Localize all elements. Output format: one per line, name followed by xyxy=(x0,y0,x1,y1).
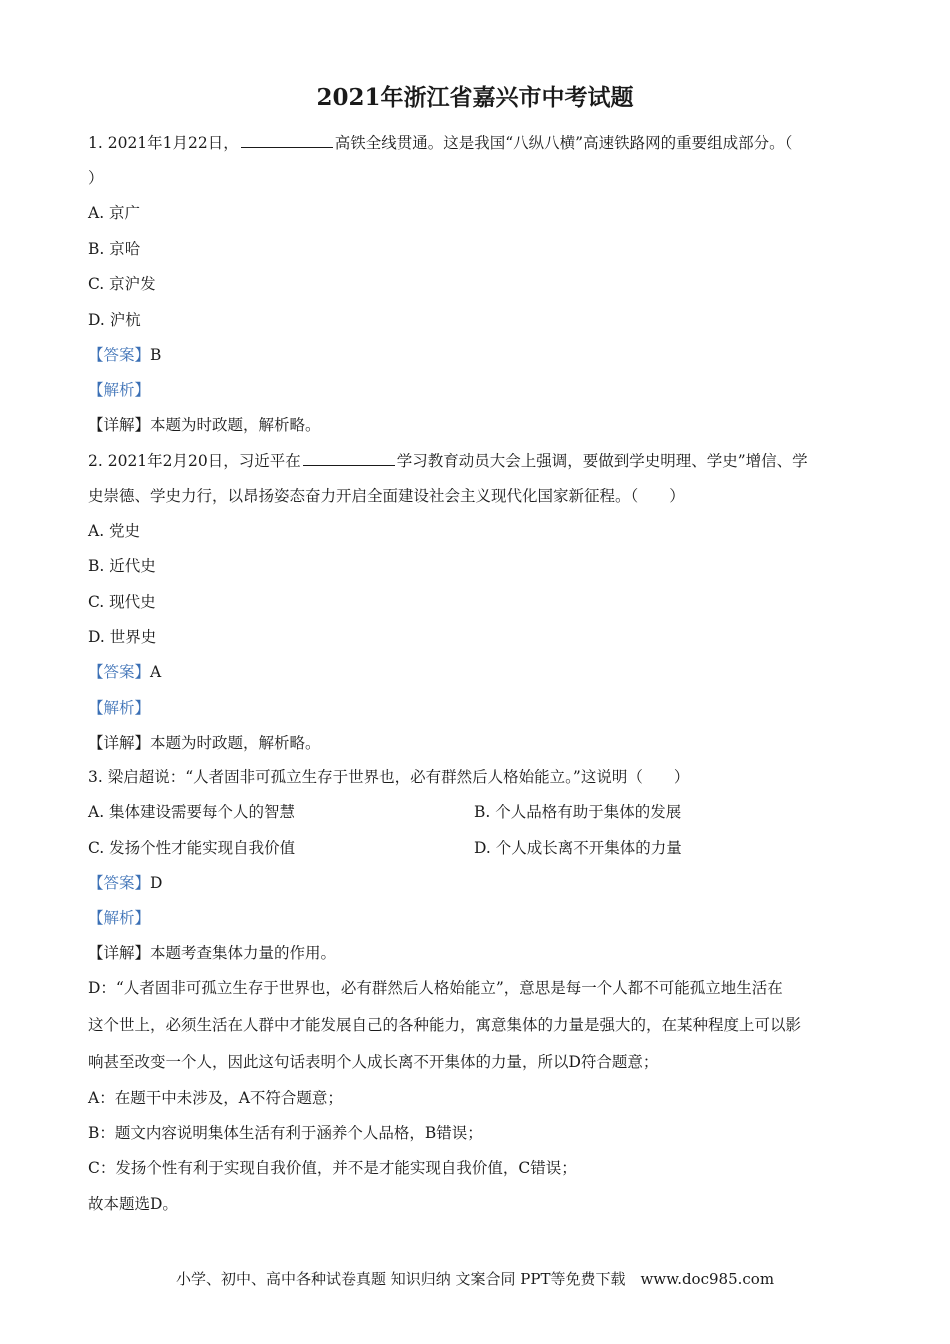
q3-explain-line-1: D：“人者固非可孤立生存于世界也，必有群然后人格始能立”，意思是每一个人都不可能孤立地生活在 xyxy=(88,979,783,997)
q3-option-a: A. 集体建设需要每个人的智慧 xyxy=(88,803,296,821)
q2-answer xyxy=(88,660,161,684)
q2-option-d: D. 世界史 xyxy=(88,628,157,646)
page-title: 2021年浙江省嘉兴市中考试题 xyxy=(316,84,634,111)
question-2-stem xyxy=(88,448,808,473)
q3-answer-tag: 【答案】 xyxy=(88,874,151,892)
q2-suffix: 学习教育动员大会上强调，要做到学史明理、学史”增信、学 xyxy=(396,452,808,470)
q2-stem-line2: 史崇德、学史力行，以昂扬姿态奋力开启全面建设社会主义现代化国家新征程。（ ） xyxy=(88,487,685,505)
q1-answer xyxy=(88,343,161,367)
q2-answer-value: A xyxy=(150,663,162,681)
q1-option-b: B. 京哈 xyxy=(88,240,141,258)
q2-option-b: B. 近代史 xyxy=(88,557,156,575)
q2-blank xyxy=(303,448,395,466)
q2-option-c: C. 现代史 xyxy=(88,593,156,611)
q1-option-d: D. 沪杭 xyxy=(88,311,141,329)
q3-detail: 【详解】本题考查集体力量的作用。 xyxy=(88,944,337,962)
q3-explain-line-4: A：在题干中未涉及，A不符合题意； xyxy=(88,1089,343,1107)
q3-explain-line-6: C：发扬个性有利于实现自我价值，并不是才能实现自我价值，C错误； xyxy=(88,1159,577,1177)
q1-option-c: C. 京沪发 xyxy=(88,275,156,293)
q3-explain-line-5: B：题文内容说明集体生活有利于涵养个人品格，B错误； xyxy=(88,1124,483,1142)
q3-answer xyxy=(88,871,162,895)
q2-analysis-tag: 【解析】 xyxy=(88,699,151,717)
q3-option-d: D. 个人成长离不开集体的力量 xyxy=(474,839,682,857)
q3-option-b: B. 个人品格有助于集体的发展 xyxy=(474,803,682,821)
q3-analysis-tag: 【解析】 xyxy=(88,909,151,927)
q3-explain-line-7: 故本题选D。 xyxy=(88,1195,178,1213)
q2-detail: 【详解】本题为时政题，解析略。 xyxy=(88,734,321,752)
q3-explain-line-2: 这个世上，必须生活在人群中才能发展自己的各种能力，寓意集体的力量是强大的，在某种程度上可以影 xyxy=(88,1016,802,1034)
q3-option-c: C. 发扬个性才能实现自我价值 xyxy=(88,839,296,857)
question-1-stem xyxy=(88,130,792,155)
q2-option-a: A. 党史 xyxy=(88,522,141,540)
q1-answer-value: B xyxy=(150,346,162,364)
q3-answer-value: D xyxy=(150,874,163,892)
q1-option-a: A. 京广 xyxy=(88,204,141,222)
q1-analysis-tag: 【解析】 xyxy=(88,381,151,399)
q1-close-paren: ） xyxy=(88,169,104,187)
page-footer: 小学、初中、高中各种试卷真题 知识归纳 文案合同 PPT等免费下载 www.doc985.com xyxy=(175,1270,775,1288)
q3-explain-line-3: 响甚至改变一个人，因此这句话表明个人成长离不开集体的力量，所以D符合题意； xyxy=(88,1053,659,1071)
q1-answer-tag: 【答案】 xyxy=(88,346,151,364)
question-3-stem: 3. 梁启超说：“人者固非可孤立生存于世界也，必有群然后人格始能立。”这说明（ ） xyxy=(88,768,690,786)
q1-prefix: 1. 2021年1月22日， xyxy=(88,134,239,152)
q1-detail: 【详解】本题为时政题，解析略。 xyxy=(88,416,321,434)
q2-prefix: 2. 2021年2月20日，习近平在 xyxy=(88,452,301,470)
q1-suffix: 高铁全线贯通。这是我国“八纵八横”高速铁路网的重要组成部分。（ xyxy=(334,134,793,152)
q1-blank xyxy=(241,130,333,148)
q2-answer-tag: 【答案】 xyxy=(88,663,151,681)
